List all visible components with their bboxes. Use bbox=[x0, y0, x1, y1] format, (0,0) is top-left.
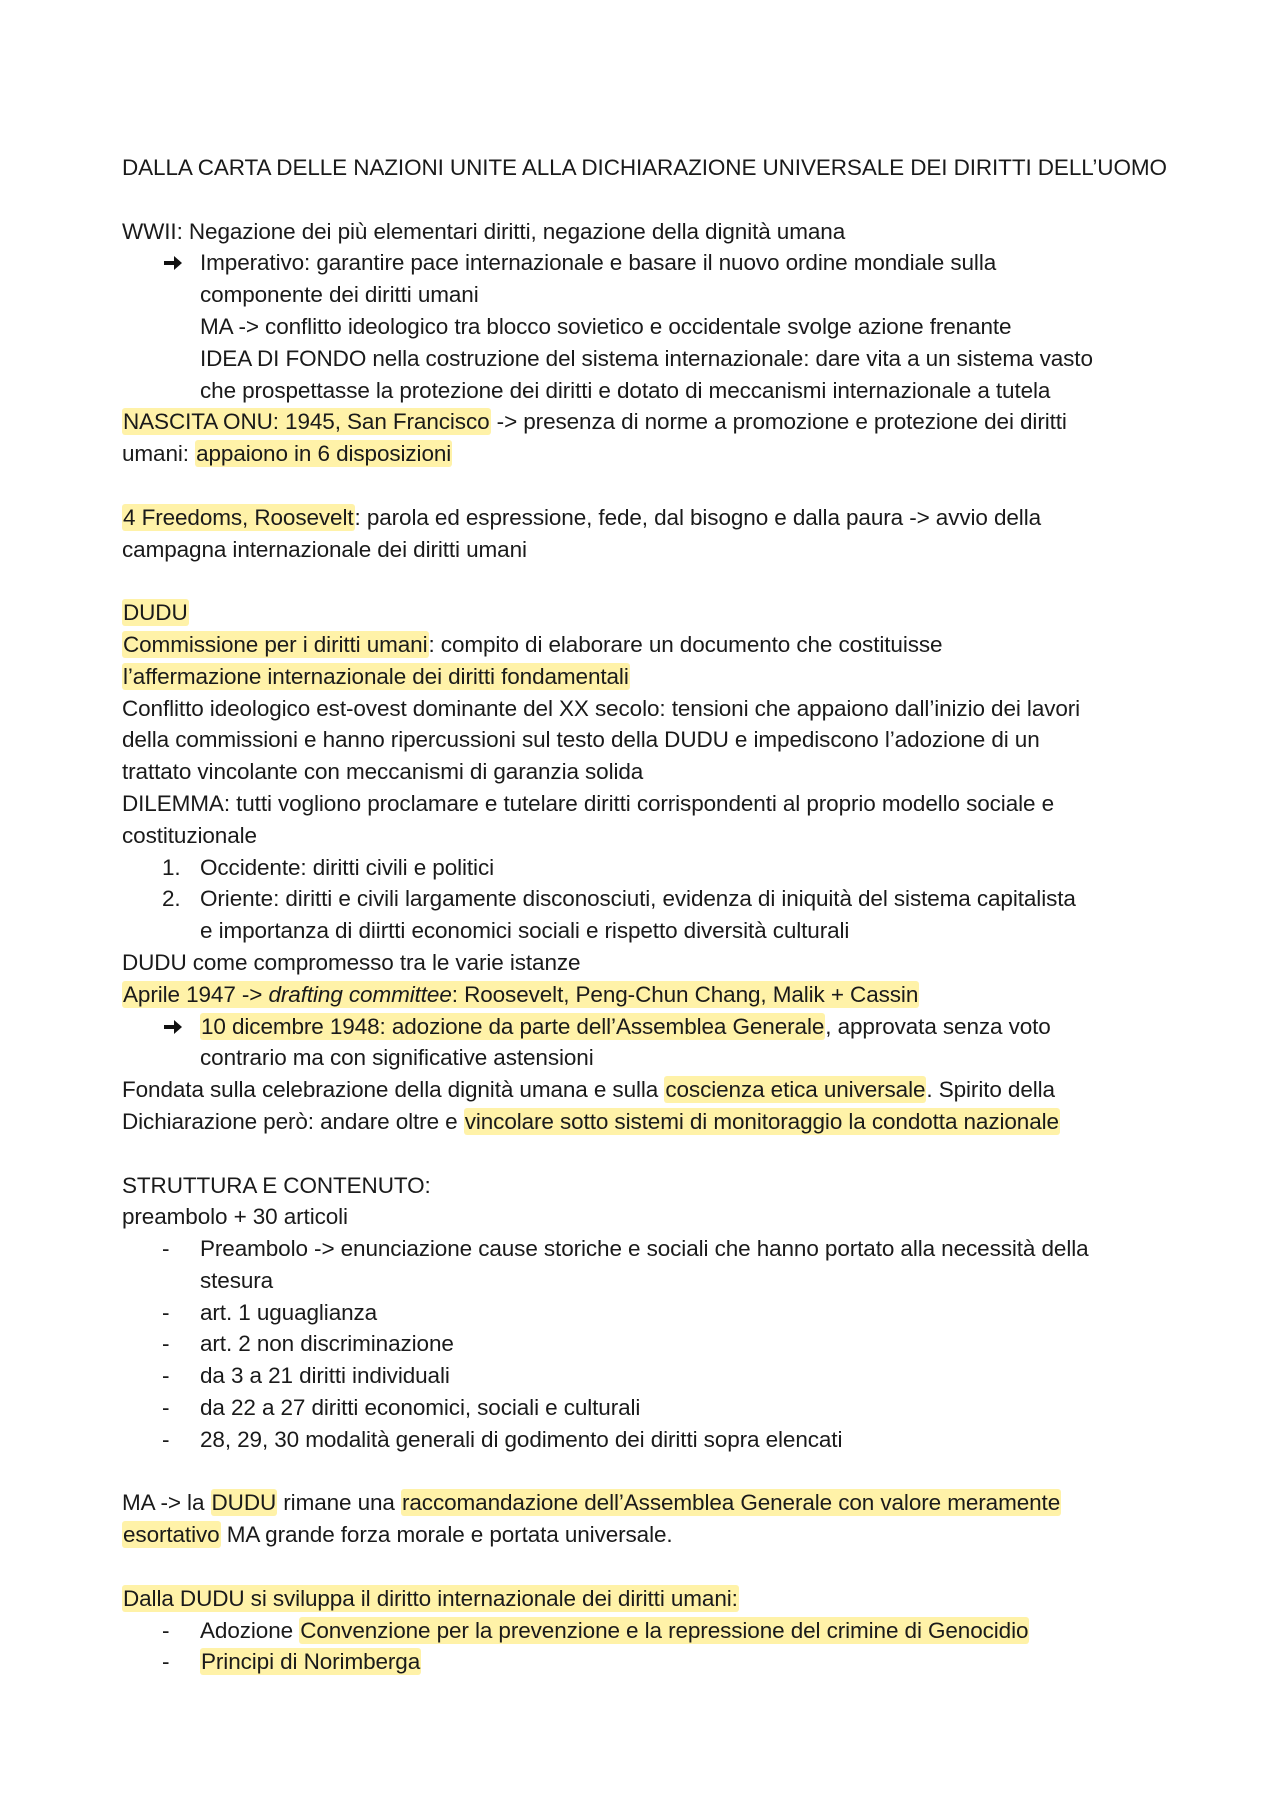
dash-bullet: - bbox=[162, 1363, 170, 1389]
highlight: appaiono in 6 disposizioni bbox=[196, 441, 452, 467]
sviluppo-heading bbox=[122, 1583, 1172, 1615]
dash-bullet: - bbox=[162, 1426, 170, 1452]
wwii-arrow-item: Imperativo: garantire pace internazionale e basare il nuovo ordine mondiale sulla bbox=[122, 247, 1172, 279]
highlight: DUDU bbox=[211, 1490, 277, 1516]
struttura-heading: STRUTTURA E CONTENUTO: bbox=[122, 1172, 431, 1198]
arrow-right-icon bbox=[162, 247, 192, 279]
list-item: - da 3 a 21 diritti individuali bbox=[122, 1360, 1172, 1392]
dudu-heading bbox=[122, 597, 1172, 629]
wwii-sub-line: IDEA DI FONDO nella costruzione del sistema internazionale: dare vita a un sistema vasto bbox=[200, 345, 1093, 371]
wwii-sub-line: MA -> conflitto ideologico tra blocco sovietico e occidentale svolge azione frenante bbox=[200, 313, 1012, 339]
april-line bbox=[122, 979, 1172, 1011]
conflict-line: Conflitto ideologico est-ovest dominante del XX secolo: tensioni che appaiono dall’inizio dei lavori bbox=[122, 695, 1081, 721]
ma-line-2: esortativo MA grande forza morale e portata universale. bbox=[123, 1522, 673, 1548]
wwii-line: WWII: Negazione dei più elementari diritti, negazione della dignità umana bbox=[122, 218, 846, 244]
highlight: NASCITA ONU: 1945, San Francisco bbox=[123, 409, 490, 435]
highlight: Principi di Norimberga bbox=[201, 1649, 421, 1675]
dichiarazione-line: Dichiarazione però: andare oltre e vincolare sotto sistemi di monitoraggio la condotta nazionale bbox=[122, 1108, 1059, 1134]
dilemma-line: DILEMMA: tutti vogliono proclamare e tutelare diritti corrispondenti al proprio modello sociale e bbox=[122, 790, 1054, 816]
compromise-line: DUDU come compromesso tra le varie istanze bbox=[122, 949, 581, 975]
highlight: raccomandazione dell’Assemblea Generale con valore meramente bbox=[402, 1490, 1061, 1516]
dash-bullet: - bbox=[162, 1395, 170, 1421]
highlight: 10 dicembre 1948: adozione da parte dell’Assemblea Generale bbox=[201, 1013, 825, 1039]
dash-bullet: - bbox=[162, 1649, 170, 1675]
highlight: l’affermazione internazionale dei diritti fondamentali bbox=[123, 663, 629, 689]
highlight: esortativo bbox=[123, 1522, 220, 1548]
list-item-continuation: stesura bbox=[200, 1267, 274, 1293]
conflict-line: trattato vincolante con meccanismi di garanzia solida bbox=[122, 759, 644, 785]
december-arrow-item: 10 dicembre 1948: adozione da parte dell’Assemblea Generale, approvata senza voto bbox=[122, 1011, 1172, 1043]
dash-bullet: - bbox=[162, 1236, 170, 1262]
highlight: Commissione per i diritti umani bbox=[123, 631, 428, 657]
list-number: 1. bbox=[162, 854, 181, 880]
onu-line: NASCITA ONU: 1945, San Francisco -> presenza di norme a promozione e protezione dei diritti bbox=[123, 409, 1067, 435]
highlight: 4 Freedoms, Roosevelt bbox=[123, 504, 354, 530]
wwii-sub-line: che prospettasse la protezione dei diritti e dotato di meccanismi internazionale a tutela bbox=[200, 377, 1051, 403]
onu-line-2: umani: appaiono in 6 disposizioni bbox=[122, 441, 452, 467]
struttura-sub: preambolo + 30 articoli bbox=[122, 1204, 348, 1230]
document-title: DALLA CARTA DELLE NAZIONI UNITE ALLA DICHIARAZIONE UNIVERSALE DEI DIRITTI DELL’UOMO bbox=[122, 155, 1167, 180]
dash-bullet: - bbox=[162, 1331, 170, 1357]
document-page bbox=[122, 152, 1172, 1678]
list-item bbox=[122, 1646, 1172, 1678]
freedoms-line-2: campagna internazionale dei diritti umani bbox=[122, 536, 527, 562]
commission-line: Commissione per i diritti umani: compito di elaborare un documento che costituisse bbox=[123, 631, 943, 657]
dash-bullet: - bbox=[162, 1299, 170, 1325]
arrow-right-icon bbox=[162, 1011, 192, 1043]
conflict-line: della commissioni e hanno ripercussioni sul testo della DUDU e impediscono l’adozione di un bbox=[122, 727, 1040, 753]
dilemma-line: costituzionale bbox=[122, 822, 257, 848]
list-item: - art. 1 uguaglianza bbox=[122, 1297, 1172, 1329]
ma-line: MA -> la DUDU rimane una raccomandazione dell’Assemblea Generale con valore meramente bbox=[122, 1490, 1061, 1516]
wwii-sub-line: componente dei diritti umani bbox=[200, 282, 479, 308]
list-item: - Adozione Convenzione per la prevenzione e la repressione del crimine di Genocidio bbox=[122, 1615, 1172, 1647]
highlight: coscienza etica universale bbox=[665, 1077, 926, 1103]
freedoms-line: 4 Freedoms, Roosevelt: parola ed espressione, fede, dal bisogno e dalla paura -> avvio della bbox=[123, 504, 1042, 530]
list-item: - da 22 a 27 diritti economici, sociali e culturali bbox=[122, 1392, 1172, 1424]
dash-bullet: - bbox=[162, 1617, 170, 1643]
highlight: DUDU bbox=[123, 600, 188, 626]
highlight: vincolare sotto sistemi di monitoraggio la condotta nazionale bbox=[464, 1108, 1059, 1134]
affirmation-line bbox=[122, 661, 1172, 693]
fondata-line: Fondata sulla celebrazione della dignità umana e sulla coscienza etica universale. Spirito della bbox=[122, 1077, 1055, 1103]
list-item: 2. Oriente: diritti e civili largamente disconosciuti, evidenza di iniquità del sistema capitalista bbox=[122, 883, 1172, 915]
list-item: 1. Occidente: diritti civili e politici bbox=[122, 852, 1172, 884]
list-item: - art. 2 non discriminazione bbox=[122, 1328, 1172, 1360]
highlight: Aprile 1947 -> drafting committee: Roosevelt, Peng-Chun Chang, Malik + Cassin bbox=[123, 981, 919, 1007]
list-item-continuation: e importanza di diirtti economici sociali e rispetto diversità culturali bbox=[200, 918, 850, 944]
list-number: 2. bbox=[162, 886, 181, 912]
highlight: Dalla DUDU si sviluppa il diritto internazionale dei diritti umani: bbox=[123, 1585, 738, 1611]
december-continuation: contrario ma con significative astensioni bbox=[200, 1045, 594, 1071]
list-item: - 28, 29, 30 modalità generali di godimento dei diritti sopra elencati bbox=[122, 1424, 1172, 1456]
list-item: - Preambolo -> enunciazione cause storiche e sociali che hanno portato alla necessità della bbox=[122, 1233, 1172, 1265]
highlight: Convenzione per la prevenzione e la repressione del crimine di Genocidio bbox=[300, 1617, 1029, 1643]
